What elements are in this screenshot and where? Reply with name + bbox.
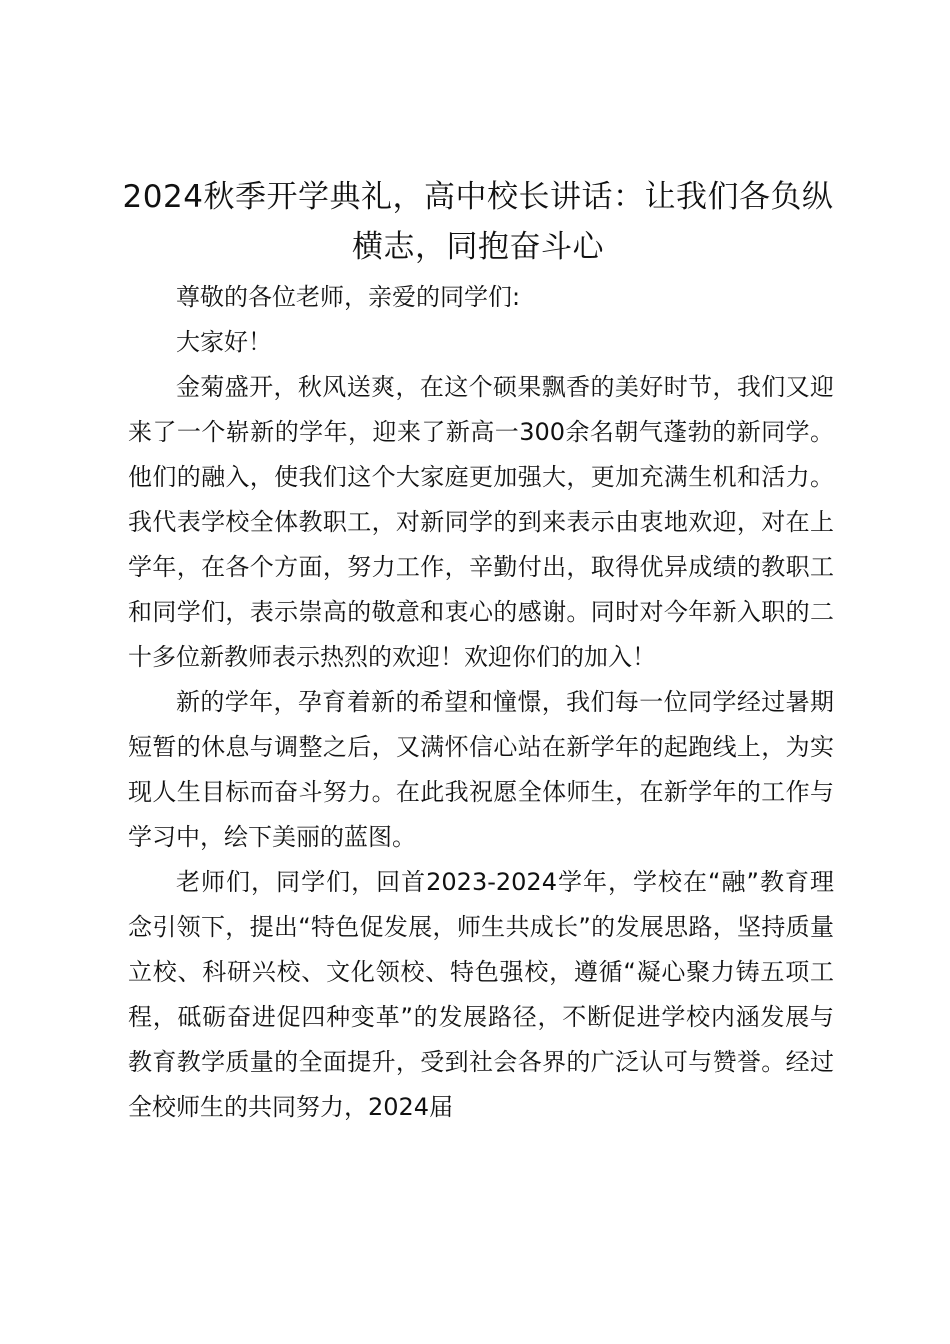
document-title: 2024秋季开学典礼，高中校长讲话：让我们各负纵横志，同抱奋斗心 <box>122 179 834 265</box>
body-paragraph: 新的学年，孕育着新的希望和憧憬，我们每一位同学经过暑期短暂的休息与调整之后，又满怀信心站在新学年的起跑线上，为实现人生目标而奋斗努力。在此我祝愿全体师生，在新学年的工作与学习中，绘下美丽的蓝图。 <box>128 688 834 851</box>
body-paragraph: 老师们，同学们，回首2023-2024学年，学校在“融”教育理念引领下，提出“特色促发展，师生共成长”的发展思路，坚持质量立校、科研兴校、文化领校、特色强校，遵循“凝心聚力铸五项工程，砥砺奋进促四种变革”的发展路径，不断促进学校内涵发展与教育教学质量的全面提升，受到社会各界的广泛认可与赞誉。经过全校师生的共同努力，2024届 <box>128 868 834 1121</box>
greeting: 大家好！ <box>176 328 272 356</box>
salutation: 尊敬的各位老师，亲爱的同学们: <box>176 283 521 311</box>
body-paragraph: 金菊盛开，秋风送爽，在这个硕果飘香的美好时节，我们又迎来了一个崭新的学年，迎来了新高一300余名朝气蓬勃的新同学。他们的融入，使我们这个大家庭更加强大，更加充满生机和活力。我代表学校全体教职工，对新同学的到来表示由衷地欢迎，对在上学年，在各个方面，努力工作，辛勤付出，取得优异成绩的教职工和同学们，表示崇高的敬意和衷心的感谢。同时对今年新入职的二十多位新教师表示热烈的欢迎！欢迎你们的加入！ <box>128 373 834 671</box>
document-body <box>128 275 834 1130</box>
